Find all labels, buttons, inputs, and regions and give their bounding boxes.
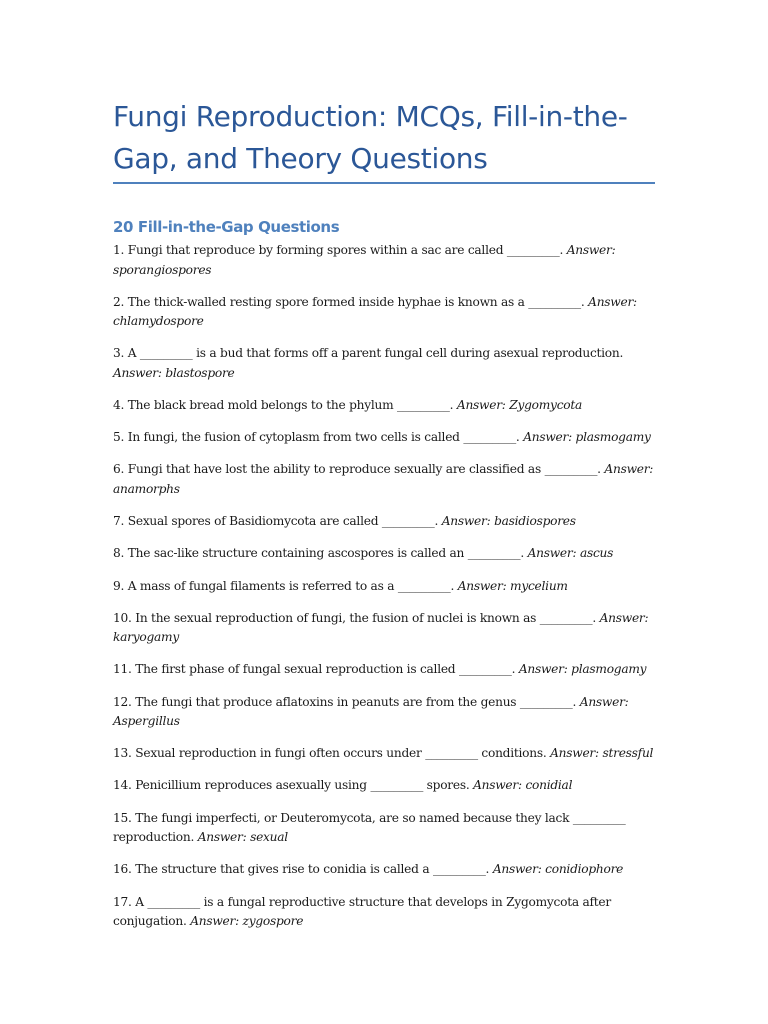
- question-answer: Answer: mycelium: [457, 578, 568, 593]
- question-answer: Answer: sexual: [197, 830, 288, 845]
- question-text: 11. The first phase of fungal sexual reproduction is called _________.: [113, 662, 519, 677]
- question-text: 17. A _________ is a fungal reproductive structure that develops in Zygomycota after conjugation.: [113, 894, 611, 928]
- question-answer: Answer: karyogamy: [113, 610, 649, 645]
- question-answer: Answer: Zygomycota: [456, 398, 583, 413]
- question-text: 3. A _________ is a bud that forms off a parent fungal cell during asexual reproduction.: [113, 346, 624, 361]
- document-page: [113, 96, 655, 944]
- question-answer: Answer: sporangiospores: [113, 243, 616, 277]
- question-answer: Answer: stressful: [550, 746, 654, 761]
- question-answer: Answer: plasmogamy: [523, 430, 651, 445]
- question-answer: Answer: zygospore: [190, 914, 304, 928]
- question-item: [113, 512, 655, 532]
- question-text: 8. The sac-like structure containing ascospores is called an _________.: [113, 546, 528, 561]
- question-text: 2. The thick-walled resting spore formed inside hyphae is known as a _________.: [113, 294, 589, 309]
- question-text: 13. Sexual reproduction in fungi often occurs under _________ conditions.: [113, 746, 551, 761]
- question-item: [113, 609, 655, 648]
- question-item: [113, 809, 655, 848]
- question-text: 1. Fungi that reproduce by forming spores within a sac are called _________.: [113, 243, 567, 257]
- question-item: [113, 577, 655, 597]
- question-text: 4. The black bread mold belongs to the phylum _________.: [113, 398, 457, 413]
- question-item: [113, 544, 655, 564]
- question-answer: Answer: Aspergillus: [113, 694, 629, 729]
- question-answer: Answer: plasmogamy: [518, 662, 647, 677]
- section-heading: 20 Fill-in-the-Gap Questions: [113, 218, 340, 236]
- question-text: 10. In the sexual reproduction of fungi, the fusion of nuclei is known as _________.: [113, 610, 600, 625]
- question-item: [113, 293, 655, 332]
- question-text: 15. The fungi imperfecti, or Deuteromycota, are so named because they lack _________ reproduction.: [113, 810, 626, 845]
- question-item: [113, 344, 655, 383]
- question-item: [113, 776, 655, 796]
- question-text: 12. The fungi that produce aflatoxins in peanuts are from the genus _________.: [113, 694, 580, 709]
- question-answer: Answer: conidial: [473, 778, 573, 793]
- question-item: [113, 660, 655, 680]
- question-item: [113, 428, 655, 448]
- question-item: [113, 396, 655, 416]
- question-answer: Answer: blastospore: [113, 365, 235, 380]
- question-answer: Answer: basidiospores: [441, 514, 576, 529]
- title-divider: [113, 182, 655, 184]
- question-text: 7. Sexual spores of Basidiomycota are called _________.: [113, 514, 442, 529]
- document-title: Fungi Reproduction: MCQs, Fill-in-the-Gap, and Theory Questions: [113, 100, 628, 175]
- question-text: 9. A mass of fungal filaments is referred to as a _________.: [113, 578, 458, 593]
- question-text: 5. In fungi, the fusion of cytoplasm from two cells is called _________.: [113, 430, 524, 445]
- question-answer: Answer: conidiophore: [492, 862, 624, 877]
- question-answer: Answer: ascus: [527, 546, 614, 561]
- question-item: [113, 860, 655, 880]
- question-text: 16. The structure that gives rise to conidia is called a _________.: [113, 862, 493, 877]
- question-item: [113, 893, 655, 932]
- question-text: 14. Penicillium reproduces asexually using _________ spores.: [113, 778, 474, 793]
- question-answer: Answer: anamorphs: [113, 462, 654, 496]
- question-text: 6. Fungi that have lost the ability to reproduce sexually are classified as _________.: [113, 462, 605, 477]
- question-answer: Answer: chlamydospore: [113, 294, 637, 329]
- question-item: [113, 744, 655, 764]
- question-item: [113, 693, 655, 732]
- question-item: [113, 460, 655, 499]
- question-item: [113, 241, 655, 280]
- question-list: [113, 241, 655, 932]
